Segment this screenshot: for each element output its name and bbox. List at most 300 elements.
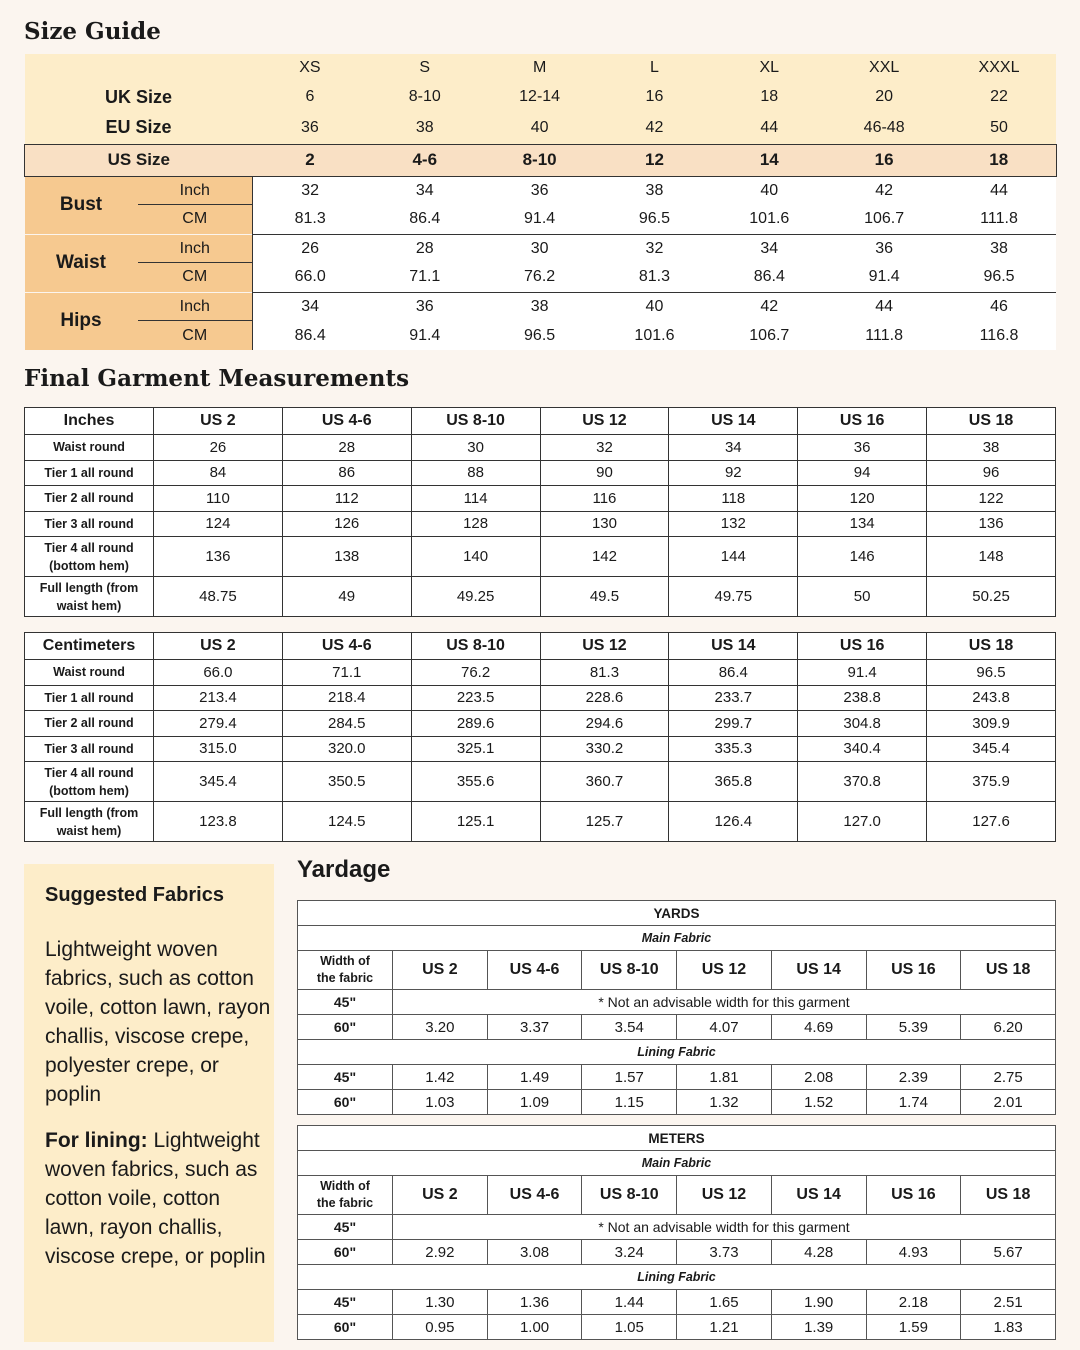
inch-value: 40 (597, 292, 712, 321)
yardage-value: 3.73 (677, 1240, 772, 1265)
width-60-label: 60" (298, 1015, 393, 1040)
garment-row (25, 685, 1056, 711)
size-letter: S (367, 54, 482, 82)
row-value: 124.5 (282, 802, 411, 842)
inch-unit-label: Inch (138, 292, 253, 321)
row-label: Waist round (25, 660, 154, 686)
row-value: 90 (540, 460, 669, 486)
yardage-header-row (298, 1176, 1056, 1215)
yardage-value: 1.74 (866, 1090, 961, 1115)
size-header: US 14 (669, 633, 798, 660)
yardage-value: 5.67 (961, 1240, 1056, 1265)
yardage-value: 2.39 (866, 1065, 961, 1090)
yardage-value: 2.08 (771, 1065, 866, 1090)
row-value: 130 (540, 511, 669, 537)
size-header: US 8-10 (582, 951, 677, 990)
cm-unit-label: CM (138, 321, 253, 350)
width-label: 45" (298, 1065, 393, 1090)
row-value: 34 (669, 435, 798, 461)
yardage-value: 3.08 (487, 1240, 582, 1265)
row-label: Tier 2 all round (25, 486, 154, 512)
inch-value: 34 (253, 292, 368, 321)
us-size-value: 16 (827, 144, 942, 176)
row-value: 126.4 (669, 802, 798, 842)
measurement-name: Waist (25, 234, 138, 292)
lining-60-row (298, 1315, 1056, 1340)
measurement-cm-row (25, 263, 1057, 292)
yardage-value: 1.57 (582, 1065, 677, 1090)
row-value: 335.3 (669, 736, 798, 762)
measurement-inch-row (25, 176, 1057, 205)
row-value: 140 (411, 537, 540, 577)
garment-header-row (25, 633, 1056, 660)
inch-value: 40 (712, 176, 827, 205)
final-garment-title: Final Garment Measurements (24, 365, 410, 392)
inch-value: 32 (597, 234, 712, 263)
row-value: 94 (798, 460, 927, 486)
row-value: 127.0 (798, 802, 927, 842)
yardage-value: 1.32 (677, 1090, 772, 1115)
inch-value: 28 (367, 234, 482, 263)
size-header: US 12 (677, 1176, 772, 1215)
size-header: US 14 (771, 1176, 866, 1215)
row-value: 50.25 (927, 577, 1056, 617)
row-value: 88 (411, 460, 540, 486)
inch-unit-label: Inch (138, 234, 253, 263)
yardage-value: 2.75 (961, 1065, 1056, 1090)
size-header: US 16 (798, 633, 927, 660)
size-header: US 12 (677, 951, 772, 990)
row-value: 320.0 (282, 736, 411, 762)
yardage-value: 1.83 (961, 1315, 1056, 1340)
eu-size-label: EU Size (25, 112, 253, 144)
size-header: US 4-6 (487, 951, 582, 990)
yardage-value: 4.07 (677, 1015, 772, 1040)
cm-value: 101.6 (597, 321, 712, 350)
row-value: 96.5 (927, 660, 1056, 686)
row-value: 148 (927, 537, 1056, 577)
row-value: 114 (411, 486, 540, 512)
row-label: Tier 1 all round (25, 460, 154, 486)
row-value: 76.2 (411, 660, 540, 686)
yardage-value: 2.92 (393, 1240, 488, 1265)
row-value: 118 (669, 486, 798, 512)
size-header: US 18 (927, 633, 1056, 660)
size-header: US 18 (927, 408, 1056, 435)
row-value: 309.9 (927, 711, 1056, 737)
row-value: 284.5 (282, 711, 411, 737)
row-label: Waist round (25, 435, 154, 461)
cm-value: 71.1 (367, 263, 482, 292)
yardage-value: 4.93 (866, 1240, 961, 1265)
width-label: Width of the fabric (298, 1176, 393, 1215)
uk-size-row (25, 82, 1057, 112)
cm-unit-label: CM (138, 263, 253, 292)
main-fabric-label: Main Fabric (298, 926, 1056, 951)
us-size-value: 2 (253, 144, 368, 176)
row-value: 142 (540, 537, 669, 577)
eu-size-value: 40 (482, 112, 597, 144)
row-value: 86.4 (669, 660, 798, 686)
yardage-title-row (298, 1126, 1056, 1151)
uk-size-value: 18 (712, 82, 827, 112)
yardage-value: 1.81 (677, 1065, 772, 1090)
uk-size-value: 8-10 (367, 82, 482, 112)
row-value: 36 (798, 435, 927, 461)
yardage-value: 1.21 (677, 1315, 772, 1340)
row-value: 126 (282, 511, 411, 537)
row-value: 125.7 (540, 802, 669, 842)
lining-fabric-label: Lining Fabric (298, 1040, 1056, 1065)
size-header: US 4-6 (487, 1176, 582, 1215)
measurement-inch-row (25, 234, 1057, 263)
row-value: 213.4 (154, 685, 283, 711)
garment-centimeters-table (24, 632, 1056, 842)
cm-unit-label: CM (138, 205, 253, 234)
garment-row (25, 660, 1056, 686)
size-header: US 14 (669, 408, 798, 435)
row-value: 218.4 (282, 685, 411, 711)
size-header: US 18 (961, 951, 1056, 990)
size-letter: XXXL (942, 54, 1057, 82)
row-value: 223.5 (411, 685, 540, 711)
us-size-value: 4-6 (367, 144, 482, 176)
size-letter: XS (253, 54, 368, 82)
eu-size-value: 46-48 (827, 112, 942, 144)
cm-value: 91.4 (827, 263, 942, 292)
suggested-fabrics-title: Suggested Fabrics (45, 884, 224, 906)
cm-value: 81.3 (597, 263, 712, 292)
uk-size-value: 6 (253, 82, 368, 112)
row-value: 315.0 (154, 736, 283, 762)
row-value: 228.6 (540, 685, 669, 711)
eu-size-value: 50 (942, 112, 1057, 144)
yardage-header-row (298, 951, 1056, 990)
garment-row (25, 711, 1056, 737)
fabrics-main-text: Lightweight woven fabrics, such as cotton voile, cotton lawn, rayon challis, viscose crepe, polyester crepe, or poplin (45, 938, 271, 1106)
row-label: Tier 3 all round (25, 736, 154, 762)
cm-value: 76.2 (482, 263, 597, 292)
inch-value: 26 (253, 234, 368, 263)
cm-value: 91.4 (482, 205, 597, 234)
unit-title: METERS (298, 1126, 1056, 1151)
width-label: 45" (298, 1290, 393, 1315)
inch-value: 44 (827, 292, 942, 321)
size-header: US 14 (771, 951, 866, 990)
size-header: US 4-6 (282, 408, 411, 435)
yardage-value: 4.69 (771, 1015, 866, 1040)
row-value: 122 (927, 486, 1056, 512)
garment-row (25, 736, 1056, 762)
garment-row (25, 460, 1056, 486)
yardage-value: 2.18 (866, 1290, 961, 1315)
unit-label: Centimeters (25, 633, 154, 660)
eu-size-value: 42 (597, 112, 712, 144)
unit-label: Inches (25, 408, 154, 435)
row-value: 360.7 (540, 762, 669, 802)
row-value: 238.8 (798, 685, 927, 711)
yardage-value: 1.44 (582, 1290, 677, 1315)
suggested-fabrics-panel (24, 864, 274, 1342)
row-value: 294.6 (540, 711, 669, 737)
row-value: 138 (282, 537, 411, 577)
row-value: 116 (540, 486, 669, 512)
row-value: 48.75 (154, 577, 283, 617)
width-label: 60" (298, 1315, 393, 1340)
us-size-value: 14 (712, 144, 827, 176)
main-fabric-label: Main Fabric (298, 1151, 1056, 1176)
yardage-value: 1.36 (487, 1290, 582, 1315)
yardage-value: 1.30 (393, 1290, 488, 1315)
row-label: Tier 3 all round (25, 511, 154, 537)
row-value: 66.0 (154, 660, 283, 686)
cm-value: 116.8 (942, 321, 1057, 350)
main-45-row (298, 990, 1056, 1015)
size-letter-row (25, 54, 1057, 82)
eu-size-value: 38 (367, 112, 482, 144)
row-value: 330.2 (540, 736, 669, 762)
row-value: 123.8 (154, 802, 283, 842)
size-header: US 12 (540, 633, 669, 660)
inch-value: 38 (597, 176, 712, 205)
cm-value: 96.5 (597, 205, 712, 234)
cm-value: 101.6 (712, 205, 827, 234)
row-value: 128 (411, 511, 540, 537)
cm-value: 86.4 (712, 263, 827, 292)
cm-value: 81.3 (253, 205, 368, 234)
yardage-value: 6.20 (961, 1015, 1056, 1040)
us-size-value: 12 (597, 144, 712, 176)
row-value: 125.1 (411, 802, 540, 842)
inch-value: 38 (482, 292, 597, 321)
yardage-value: 1.39 (771, 1315, 866, 1340)
yardage-value: 1.59 (866, 1315, 961, 1340)
eu-size-value: 36 (253, 112, 368, 144)
main-60-row (298, 1015, 1056, 1040)
size-header: US 8-10 (411, 633, 540, 660)
yardage-value: 1.65 (677, 1290, 772, 1315)
width-label: 60" (298, 1090, 393, 1115)
garment-row (25, 802, 1056, 842)
inch-unit-label: Inch (138, 176, 253, 205)
inch-value: 46 (942, 292, 1057, 321)
cm-value: 106.7 (712, 321, 827, 350)
row-value: 49.5 (540, 577, 669, 617)
row-value: 110 (154, 486, 283, 512)
lining-fabric-row (298, 1040, 1056, 1065)
uk-size-value: 12-14 (482, 82, 597, 112)
yardage-value: 2.51 (961, 1290, 1056, 1315)
measurement-inch-row (25, 292, 1057, 321)
inch-value: 42 (712, 292, 827, 321)
row-value: 49.25 (411, 577, 540, 617)
yardage-title-row (298, 901, 1056, 926)
row-value: 299.7 (669, 711, 798, 737)
yardage-yards-table (297, 900, 1056, 1115)
yardage-value: 1.05 (582, 1315, 677, 1340)
yardage-value: 1.90 (771, 1290, 866, 1315)
size-guide-table (24, 54, 1057, 350)
lining-fabric-label: Lining Fabric (298, 1265, 1056, 1290)
yardage-value: 2.01 (961, 1090, 1056, 1115)
eu-size-row (25, 112, 1057, 144)
row-label: Full length (from waist hem) (25, 577, 154, 617)
row-value: 304.8 (798, 711, 927, 737)
garment-row (25, 511, 1056, 537)
inch-value: 32 (253, 176, 368, 205)
yardage-meters-table (297, 1125, 1056, 1340)
size-guide-title: Size Guide (24, 18, 161, 45)
size-letter: M (482, 54, 597, 82)
row-value: 127.6 (927, 802, 1056, 842)
row-value: 49.75 (669, 577, 798, 617)
row-value: 91.4 (798, 660, 927, 686)
row-label: Tier 4 all round (bottom hem) (25, 762, 154, 802)
yardage-value: 3.54 (582, 1015, 677, 1040)
size-letter: XXL (827, 54, 942, 82)
measurement-name: Bust (25, 176, 138, 234)
lining-60-row (298, 1090, 1056, 1115)
not-advisable-note: * Not an advisable width for this garment (393, 1215, 1056, 1240)
row-value: 71.1 (282, 660, 411, 686)
unit-title: YARDS (298, 901, 1056, 926)
uk-size-label: UK Size (25, 82, 253, 112)
garment-row (25, 537, 1056, 577)
row-value: 350.5 (282, 762, 411, 802)
uk-size-value: 20 (827, 82, 942, 112)
size-header: US 8-10 (411, 408, 540, 435)
yardage-value: 1.03 (393, 1090, 488, 1115)
row-value: 28 (282, 435, 411, 461)
row-value: 355.6 (411, 762, 540, 802)
size-header: US 2 (393, 1176, 488, 1215)
row-value: 375.9 (927, 762, 1056, 802)
cm-value: 66.0 (253, 263, 368, 292)
row-value: 132 (669, 511, 798, 537)
lining-45-row (298, 1290, 1056, 1315)
row-value: 340.4 (798, 736, 927, 762)
row-value: 134 (798, 511, 927, 537)
row-label: Full length (from waist hem) (25, 802, 154, 842)
width-label: Width of the fabric (298, 951, 393, 990)
inch-value: 34 (367, 176, 482, 205)
main-60-row (298, 1240, 1056, 1265)
inch-value: 44 (942, 176, 1057, 205)
row-value: 136 (927, 511, 1056, 537)
main-45-row (298, 1215, 1056, 1240)
cm-value: 111.8 (827, 321, 942, 350)
row-label: Tier 1 all round (25, 685, 154, 711)
not-advisable-note: * Not an advisable width for this garment (393, 990, 1056, 1015)
row-value: 243.8 (927, 685, 1056, 711)
cm-value: 106.7 (827, 205, 942, 234)
lining-45-row (298, 1065, 1056, 1090)
row-value: 365.8 (669, 762, 798, 802)
row-value: 30 (411, 435, 540, 461)
size-header: US 12 (540, 408, 669, 435)
cm-value: 86.4 (253, 321, 368, 350)
inch-value: 36 (367, 292, 482, 321)
us-size-value: 18 (942, 144, 1057, 176)
yardage-value: 1.42 (393, 1065, 488, 1090)
size-header: US 2 (393, 951, 488, 990)
row-value: 50 (798, 577, 927, 617)
lining-fabric-row (298, 1265, 1056, 1290)
row-value: 144 (669, 537, 798, 577)
main-fabric-row (298, 926, 1056, 951)
row-value: 136 (154, 537, 283, 577)
measurement-cm-row (25, 321, 1057, 350)
us-size-value: 8-10 (482, 144, 597, 176)
eu-size-value: 44 (712, 112, 827, 144)
size-header: US 18 (961, 1176, 1056, 1215)
size-header: US 16 (866, 1176, 961, 1215)
us-size-label: US Size (25, 144, 253, 176)
size-header: US 4-6 (282, 633, 411, 660)
size-header: US 16 (798, 408, 927, 435)
inch-value: 38 (942, 234, 1057, 263)
garment-row (25, 577, 1056, 617)
inch-value: 42 (827, 176, 942, 205)
cm-value: 96.5 (942, 263, 1057, 292)
row-value: 86 (282, 460, 411, 486)
measurement-name: Hips (25, 292, 138, 350)
size-letter: XL (712, 54, 827, 82)
cm-value: 91.4 (367, 321, 482, 350)
garment-header-row (25, 408, 1056, 435)
yardage-value: 3.20 (393, 1015, 488, 1040)
yardage-value: 1.49 (487, 1065, 582, 1090)
garment-inches-table (24, 407, 1056, 617)
size-header: US 2 (154, 408, 283, 435)
row-value: 146 (798, 537, 927, 577)
size-letter: L (597, 54, 712, 82)
row-value: 233.7 (669, 685, 798, 711)
row-value: 49 (282, 577, 411, 617)
yardage-value: 1.00 (487, 1315, 582, 1340)
row-label: Tier 2 all round (25, 711, 154, 737)
measurement-cm-row (25, 205, 1057, 234)
inch-value: 30 (482, 234, 597, 263)
yardage-title: Yardage (297, 856, 391, 883)
garment-row (25, 486, 1056, 512)
cm-value: 86.4 (367, 205, 482, 234)
row-value: 370.8 (798, 762, 927, 802)
yardage-value: 3.37 (487, 1015, 582, 1040)
row-value: 81.3 (540, 660, 669, 686)
uk-size-value: 16 (597, 82, 712, 112)
yardage-value: 0.95 (393, 1315, 488, 1340)
row-value: 345.4 (927, 736, 1056, 762)
lining-label: For lining: (45, 1129, 148, 1152)
yardage-value: 1.09 (487, 1090, 582, 1115)
row-value: 38 (927, 435, 1056, 461)
width-45-label: 45" (298, 1215, 393, 1240)
inch-value: 36 (827, 234, 942, 263)
row-value: 26 (154, 435, 283, 461)
row-value: 96 (927, 460, 1056, 486)
garment-row (25, 435, 1056, 461)
width-45-label: 45" (298, 990, 393, 1015)
row-value: 92 (669, 460, 798, 486)
cm-value: 96.5 (482, 321, 597, 350)
main-fabric-row (298, 1151, 1056, 1176)
inch-value: 34 (712, 234, 827, 263)
yardage-value: 1.15 (582, 1090, 677, 1115)
row-value: 289.6 (411, 711, 540, 737)
uk-size-value: 22 (942, 82, 1057, 112)
row-value: 325.1 (411, 736, 540, 762)
